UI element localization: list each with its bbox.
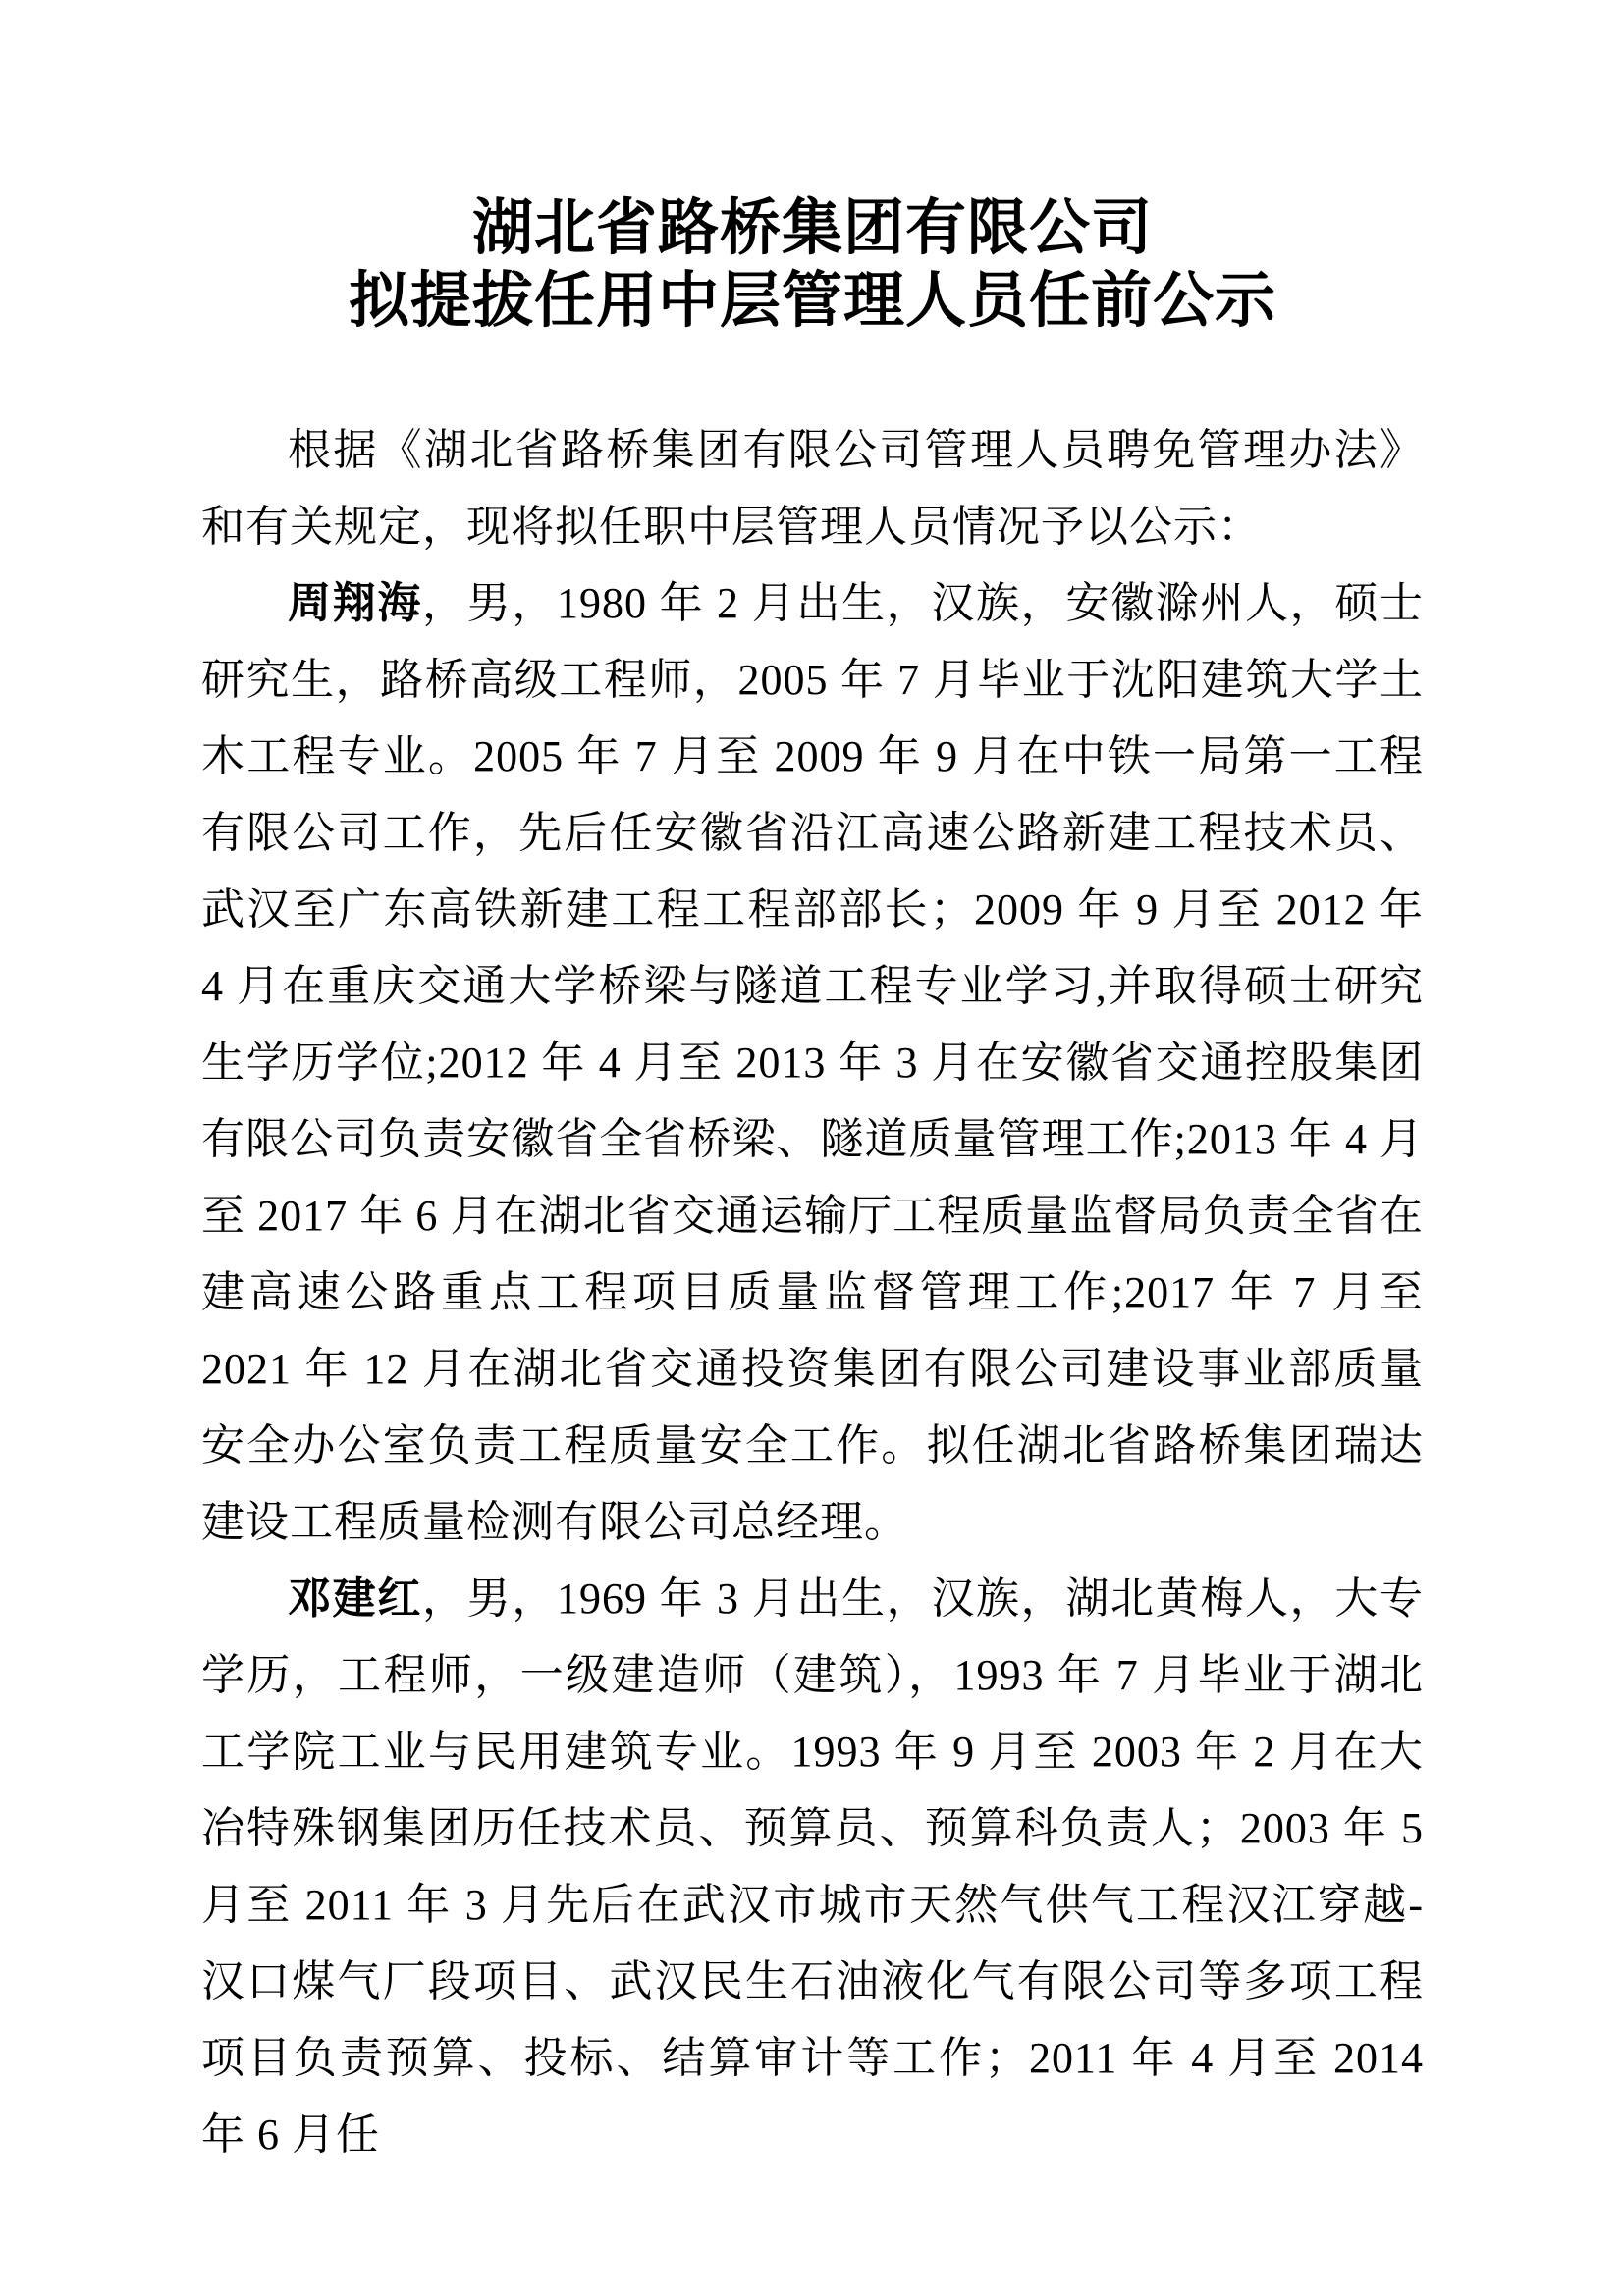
paragraph: 周翔海，男，1980 年 2 月出生，汉族，安徽滁州人，硕士研究生，路桥高级工程师，2005 年 7 月毕业于沈阳建筑大学土木工程专业。2005 年 7 月至 2009 年 9 月在中铁一局第一工程有限公司工作，先后任安徽省沿江高速公路新建工程技术员、武汉至广东高铁新建工程工程部部长；2009 年 9 月至 2012 年 4 月在重庆交通大学桥梁与隧道工程专业学习,并取得硕士研究生学历学位;2012 年 4 月至 2013 年 3 月在安徽省交通控股集团有限公司负责安徽省全省桥梁、隧道质量管理工作;2013 年 4 月至 2017 年 6 月在湖北省交通运输厅工程质量监督局负责全省在建高速公路重点工程项目质量监督管理工作;2017 年 7 月至 2021 年 12 月在湖北省交通投资集团有限公司建设事业部质量安全办公室负责工程质量安全工作。拟任湖北省路桥集团瑞达建设工程质量检测有限公司总经理。 <box>201 579 1424 1546</box>
title-line-2: 拟提拔任用中层管理人员任前公示 <box>348 268 1276 335</box>
paragraph: 根据《湖北省路桥集团有限公司管理人员聘免管理办法》和有关规定，现将拟任职中层管理人员情况予以公示： <box>201 426 1424 551</box>
document-title <box>201 192 1424 338</box>
document-body <box>201 412 1424 2173</box>
paragraph: 邓建红，男，1969 年 3 月出生，汉族，湖北黄梅人，大专学历，工程师，一级建造师（建筑），1993 年 7 月毕业于湖北工学院工业与民用建筑专业。1993 年 9 月至 2003 年 2 月在大冶特殊钢集团历任技术员、预算员、预算科负责人；2003 年 5 月至 2011 年 3 月先后在武汉市城市天然气供气工程汉江穿越-汉口煤气厂段项目、武汉民生石油液化气有限公司等多项工程项目负责预算、投标、结算审计等工作；2011 年 4 月至 2014 年 6 月任 <box>201 1575 1424 2159</box>
person-name: 周翔海 <box>288 579 422 627</box>
title-line-1: 湖北省路桥集团有限公司 <box>471 195 1153 262</box>
person-name: 邓建红 <box>288 1575 422 1623</box>
